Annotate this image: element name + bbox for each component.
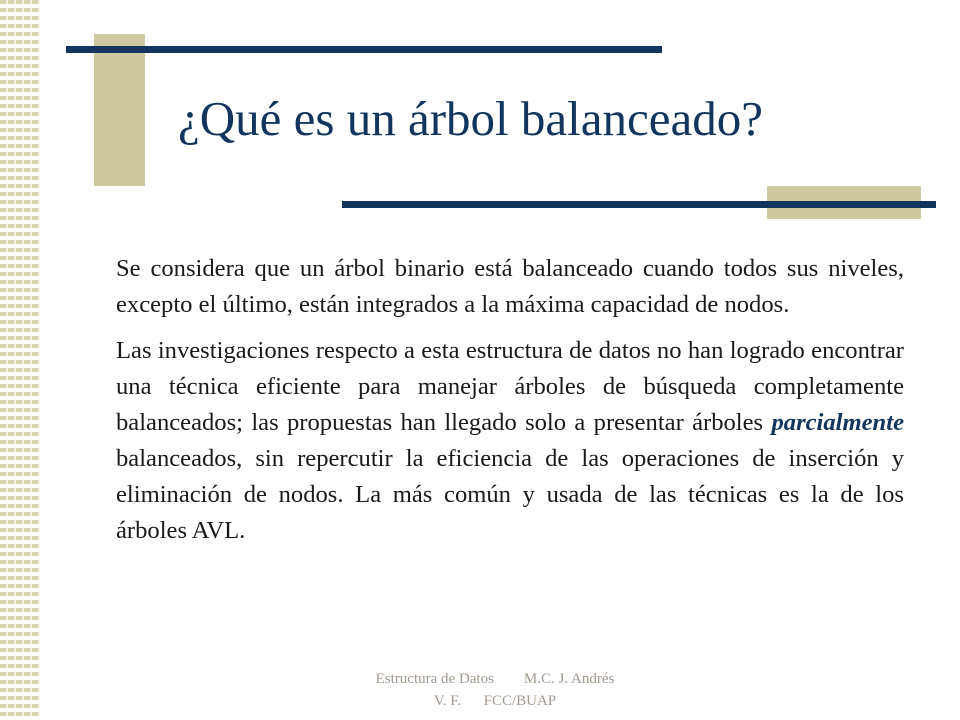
top-navy-bar <box>66 46 662 53</box>
slide-title: ¿Qué es un árbol balanceado? <box>178 91 763 146</box>
emphasis-parcialmente: parcialmente <box>771 409 904 436</box>
paragraph-research-part2: balanceados, sin repercutir la eficiencia de las operaciones de inserción y eliminación de nodos. La más común y usada de las técnicas es la de los árboles AVL. <box>116 445 904 544</box>
top-khaki-block <box>94 34 145 186</box>
paragraph-research-part1: Las investigaciones respecto a esta estructura de datos no han logrado encontrar una técnica eficiente para manejar árboles de búsqueda completamente balanceados; las propuestas han llegado solo a presentar árboles <box>116 337 904 436</box>
bottom-navy-bar <box>342 201 936 208</box>
paragraph-research <box>116 333 904 549</box>
footer-line-1: Estructura de Datos M.C. J. Andrés <box>375 671 615 687</box>
footer-line-2: V. F. FCC/BUAP <box>433 693 557 709</box>
slide-footer <box>330 668 660 712</box>
paragraph-definition: Se considera que un árbol binario está balanceado cuando todos sus niveles, excepto el último, están integrados a la máxima capacidad de nodos. <box>116 255 904 318</box>
slide-body <box>116 251 904 549</box>
left-stripe-decoration <box>0 0 40 720</box>
